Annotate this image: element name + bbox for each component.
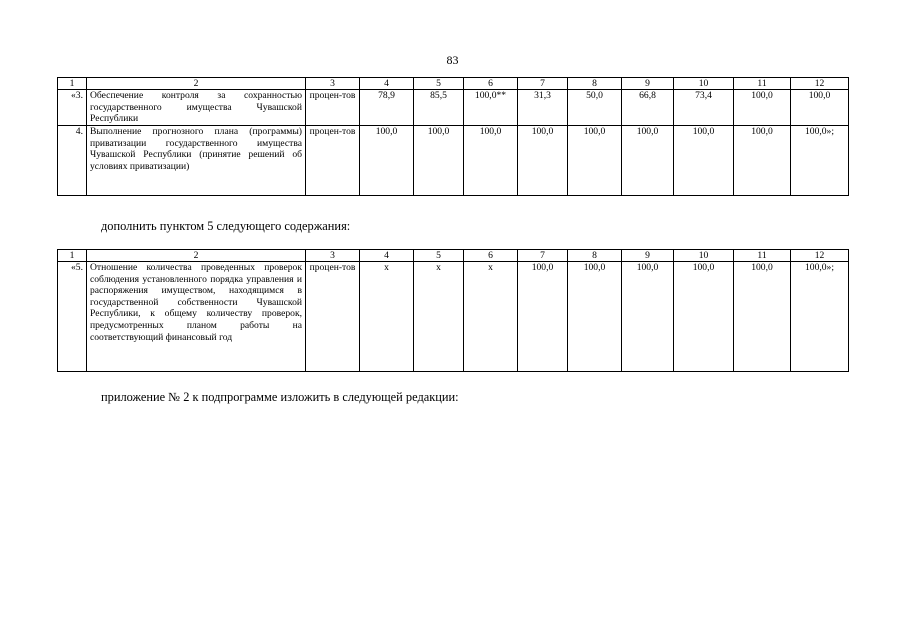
column-number: 9 <box>622 250 674 262</box>
column-number: 2 <box>87 250 306 262</box>
column-number: 7 <box>518 78 568 90</box>
value-cell: 100,0 <box>464 126 518 196</box>
value-cell: 73,4 <box>674 90 734 126</box>
column-number: 8 <box>568 78 622 90</box>
table-row <box>58 90 849 126</box>
value-cell: х <box>414 262 464 372</box>
column-number: 11 <box>734 78 791 90</box>
value-cell: 100,0»; <box>791 126 849 196</box>
value-cell: 100,0 <box>791 90 849 126</box>
indicator-name: Выполнение прогнозного плана (программы) приватизации государственного имущества Чувашской Республики (принятие решений об условиях приватизации) <box>87 126 306 196</box>
column-number: 5 <box>414 250 464 262</box>
column-number-row <box>58 78 849 90</box>
value-cell: 100,0»; <box>791 262 849 372</box>
column-number: 3 <box>306 250 360 262</box>
column-number: 5 <box>414 78 464 90</box>
value-cell: 100,0 <box>734 90 791 126</box>
value-cell: 100,0 <box>568 126 622 196</box>
value-cell: 31,3 <box>518 90 568 126</box>
column-number: 7 <box>518 250 568 262</box>
value-cell: 100,0 <box>360 126 414 196</box>
unit-cell: процен-тов <box>306 126 360 196</box>
value-cell: х <box>360 262 414 372</box>
column-number: 4 <box>360 250 414 262</box>
column-number: 10 <box>674 250 734 262</box>
column-number: 6 <box>464 250 518 262</box>
column-number: 12 <box>791 78 849 90</box>
indicators-table-2 <box>57 249 849 372</box>
column-number: 3 <box>306 78 360 90</box>
indicator-name: Обеспечение контроля за сохранностью государственного имущества Чувашской Республики <box>87 90 306 126</box>
column-number: 10 <box>674 78 734 90</box>
indicator-name: Отношение количества проведенных проверок соблюдения установленного порядка управления и распоряжения имуществом, находящимся в государственной собственности Чувашской Республики, к общему количеству проверок, предусмотренных планом работы на соответствующий финансовый год <box>87 262 306 372</box>
value-cell: 100,0 <box>518 262 568 372</box>
column-number: 12 <box>791 250 849 262</box>
column-number-row <box>58 250 849 262</box>
column-number: 1 <box>58 78 87 90</box>
page-number: 83 <box>446 53 459 67</box>
column-number: 2 <box>87 78 306 90</box>
row-number: 4. <box>58 126 87 196</box>
amendment-paragraph: дополнить пунктом 5 следующего содержания: <box>101 219 351 233</box>
value-cell: 100,0 <box>734 126 791 196</box>
value-cell: 85,5 <box>414 90 464 126</box>
unit-cell: процен-тов <box>306 262 360 372</box>
value-cell: 100,0 <box>414 126 464 196</box>
table-row <box>58 126 849 196</box>
indicators-table-1 <box>57 77 849 196</box>
unit-cell: процен-тов <box>306 90 360 126</box>
column-number: 9 <box>622 78 674 90</box>
column-number: 11 <box>734 250 791 262</box>
amendment-paragraph: приложение № 2 к подпрограмме изложить в следующей редакции: <box>101 390 459 404</box>
value-cell: 100,0 <box>674 262 734 372</box>
value-cell: 50,0 <box>568 90 622 126</box>
value-cell: 100,0 <box>518 126 568 196</box>
value-cell: х <box>464 262 518 372</box>
row-number: «5. <box>58 262 87 372</box>
value-cell: 100,0 <box>734 262 791 372</box>
value-cell: 100,0 <box>568 262 622 372</box>
value-cell: 100,0 <box>674 126 734 196</box>
value-cell: 100,0 <box>622 262 674 372</box>
value-cell: 100,0** <box>464 90 518 126</box>
value-cell: 66,8 <box>622 90 674 126</box>
value-cell: 100,0 <box>622 126 674 196</box>
column-number: 8 <box>568 250 622 262</box>
value-cell: 78,9 <box>360 90 414 126</box>
table-row <box>58 262 849 372</box>
column-number: 6 <box>464 78 518 90</box>
column-number: 1 <box>58 250 87 262</box>
row-number: «3. <box>58 90 87 126</box>
column-number: 4 <box>360 78 414 90</box>
